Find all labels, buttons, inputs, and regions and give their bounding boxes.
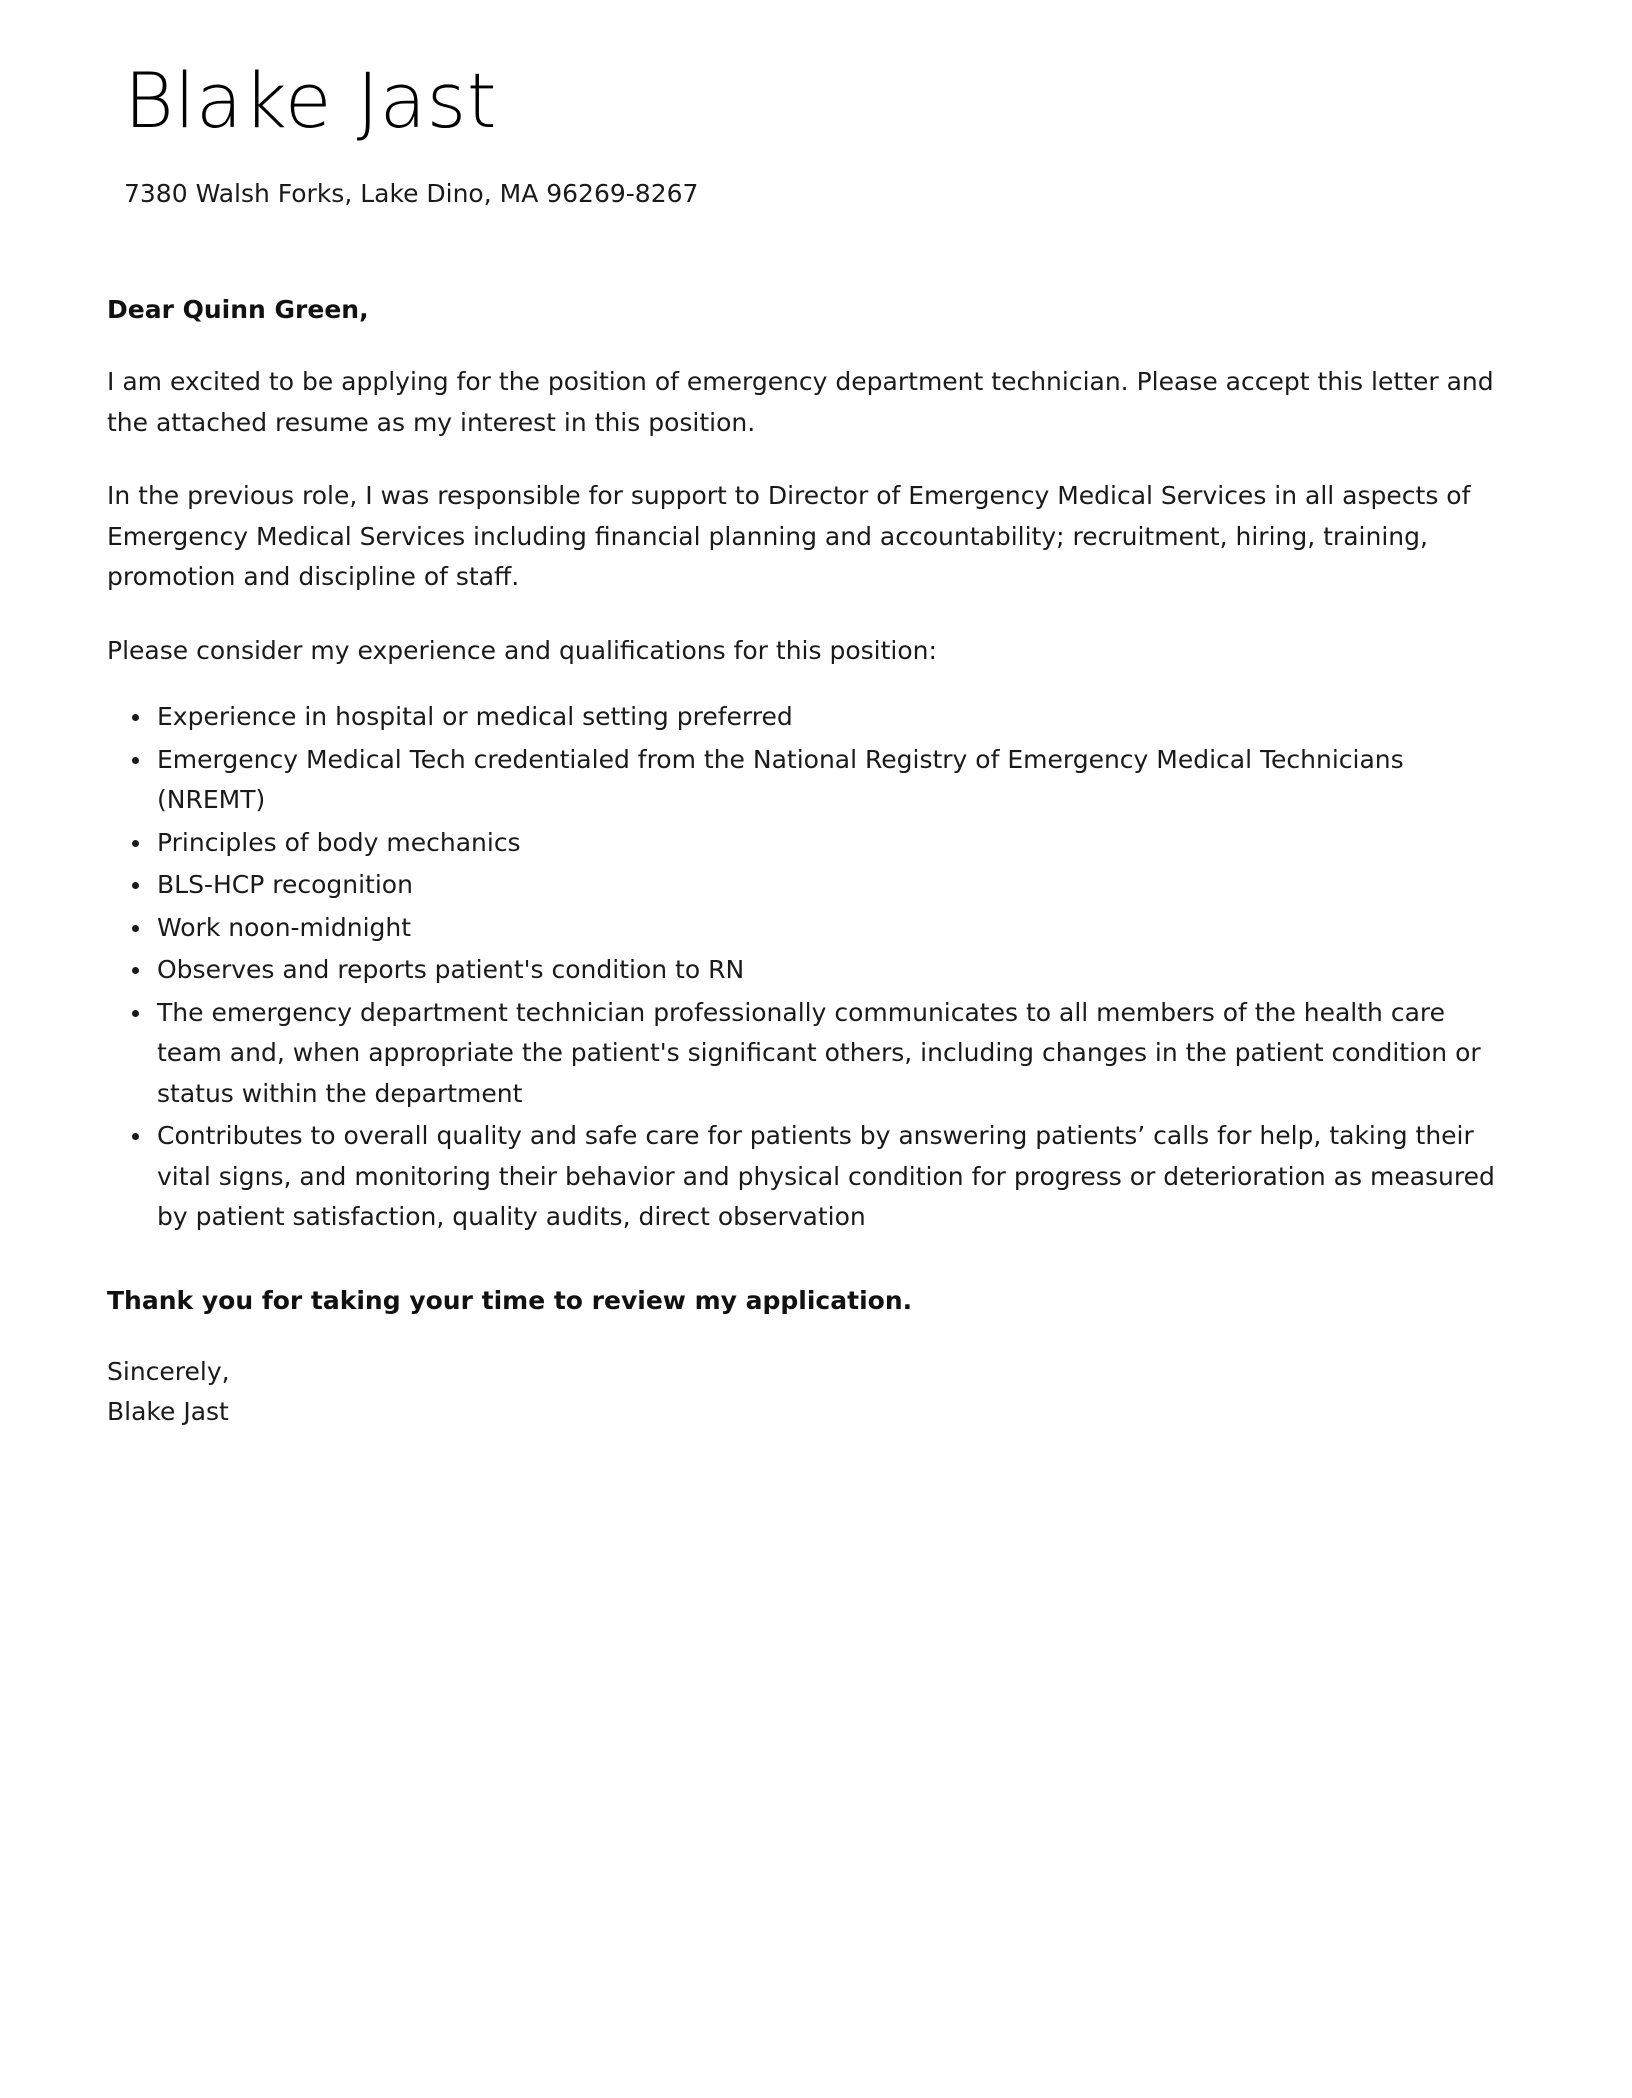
list-item: BLS-HCP recognition [107, 865, 1497, 906]
signoff-line: Sincerely, [107, 1357, 230, 1387]
letter-content [107, 292, 1497, 1431]
qualifications-list [107, 697, 1497, 1238]
signoff-name: Blake Jast [107, 1396, 229, 1426]
list-item: The emergency department technician professionally communicates to all members of the health care team and, when appropriate the patient's significant others, including changes in the patient condition or status within the department [107, 993, 1497, 1115]
paragraph-intro: I am excited to be applying for the position of emergency department technician. Please accept this letter and the attached resume as my interest in this position. [107, 367, 1494, 437]
applicant-address: 7380 Walsh Forks, Lake Dino, MA 96269-8267 [124, 179, 699, 209]
page-title: Blake Jast [124, 56, 498, 145]
salutation: Dear Quinn Green, [107, 295, 369, 325]
list-item: Emergency Medical Tech credentialed from the National Registry of Emergency Medical Technicians (NREMT) [107, 740, 1497, 821]
signature-block [107, 1352, 1497, 1431]
closing-thanks: Thank you for taking your time to review my application. [107, 1285, 913, 1315]
list-item: Experience in hospital or medical setting preferred [107, 697, 1497, 738]
qualifications-lead-in: Please consider my experience and qualifications for this position: [107, 635, 937, 665]
paragraph-experience: In the previous role, I was responsible for support to Director of Emergency Medical Services in all aspects of Emergency Medical Services including financial planning and accountability; recruitment, hiring, training, promotion and discipline of staff. [107, 481, 1471, 592]
list-item: Observes and reports patient's condition to RN [107, 950, 1497, 991]
list-item: Contributes to overall quality and safe care for patients by answering patients’ calls for help, taking their vital signs, and monitoring their behavior and physical condition for progress or deterioration as measured by patient satisfaction, quality audits, direct observation [107, 1116, 1497, 1238]
list-item: Work noon-midnight [107, 908, 1497, 949]
list-item: Principles of body mechanics [107, 823, 1497, 864]
